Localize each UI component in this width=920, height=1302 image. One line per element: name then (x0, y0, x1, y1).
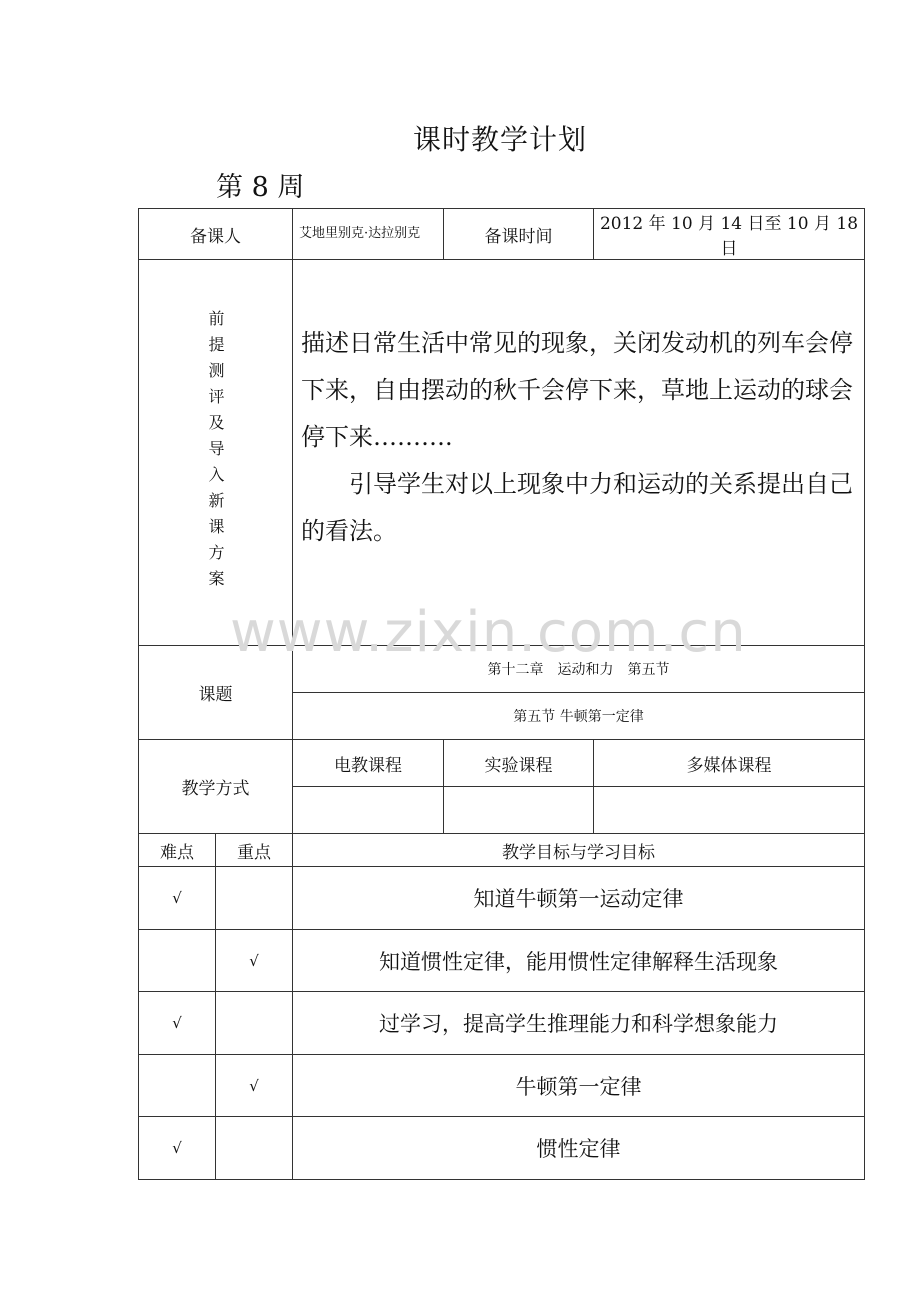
teacher-name: 艾地里别克·达拉别克 (293, 209, 444, 260)
method-row-1 (139, 740, 865, 787)
difficulty-header: 难点 (139, 834, 216, 867)
key-check (216, 1117, 293, 1180)
goal-text: 知道牛顿第一运动定律 (293, 867, 865, 930)
method-option-3: 多媒体课程 (594, 740, 865, 787)
intro-paragraph-1: 描述日常生活中常见的现象，关闭发动机的列车会停下来，自由摆动的秋千会停下来，草地上运动的球会停下来………. (301, 329, 853, 451)
time-value: 2012 年 10 月 14 日至 10 月 18 日 (594, 209, 865, 260)
goal-row (139, 930, 865, 992)
goal-text: 惯性定律 (293, 1117, 865, 1180)
topic-section: 第五节 牛顿第一定律 (293, 693, 865, 740)
week-label: 第 8 周 (216, 172, 305, 203)
difficulty-check (139, 1055, 216, 1117)
page-title: 课时教学计划 (412, 123, 587, 156)
method-blank-3 (594, 787, 865, 834)
key-header: 重点 (216, 834, 293, 867)
goal-row (139, 1055, 865, 1117)
intro-row (139, 260, 865, 646)
goal-text: 知道惯性定律，能用惯性定律解释生活现象 (293, 930, 865, 992)
goals-header-row (139, 834, 865, 867)
method-option-2: 实验课程 (444, 740, 594, 787)
header-row (139, 209, 865, 260)
goal-text: 牛顿第一定律 (293, 1055, 865, 1117)
intro-paragraph-2: 引导学生对以上现象中力和运动的关系提出自己的看法。 (301, 470, 853, 545)
difficulty-check: √ (139, 992, 216, 1055)
key-check (216, 992, 293, 1055)
intro-label-cell (139, 260, 293, 646)
goal-row (139, 1117, 865, 1180)
method-label: 教学方式 (139, 740, 293, 834)
goal-row (139, 992, 865, 1055)
teacher-label: 备课人 (139, 209, 293, 260)
method-option-1: 电教课程 (293, 740, 444, 787)
goal-text: 过学习，提高学生推理能力和科学想象能力 (293, 992, 865, 1055)
time-label: 备课时间 (444, 209, 594, 260)
intro-content (293, 260, 865, 646)
key-check: √ (216, 930, 293, 992)
difficulty-check: √ (139, 867, 216, 930)
intro-label: 前提测评及导入新课方案 (206, 309, 225, 596)
topic-label: 课题 (139, 646, 293, 740)
goal-row (139, 867, 865, 930)
difficulty-check (139, 930, 216, 992)
lesson-plan-table (138, 208, 865, 1180)
key-check (216, 867, 293, 930)
key-check: √ (216, 1055, 293, 1117)
difficulty-check: √ (139, 1117, 216, 1180)
watermark: www.zixin.com.cn (230, 600, 747, 665)
method-blank-1 (293, 787, 444, 834)
method-blank-2 (444, 787, 594, 834)
goals-header: 教学目标与学习目标 (293, 834, 865, 867)
topic-chapter: 第十二章 运动和力 第五节 (293, 646, 865, 693)
